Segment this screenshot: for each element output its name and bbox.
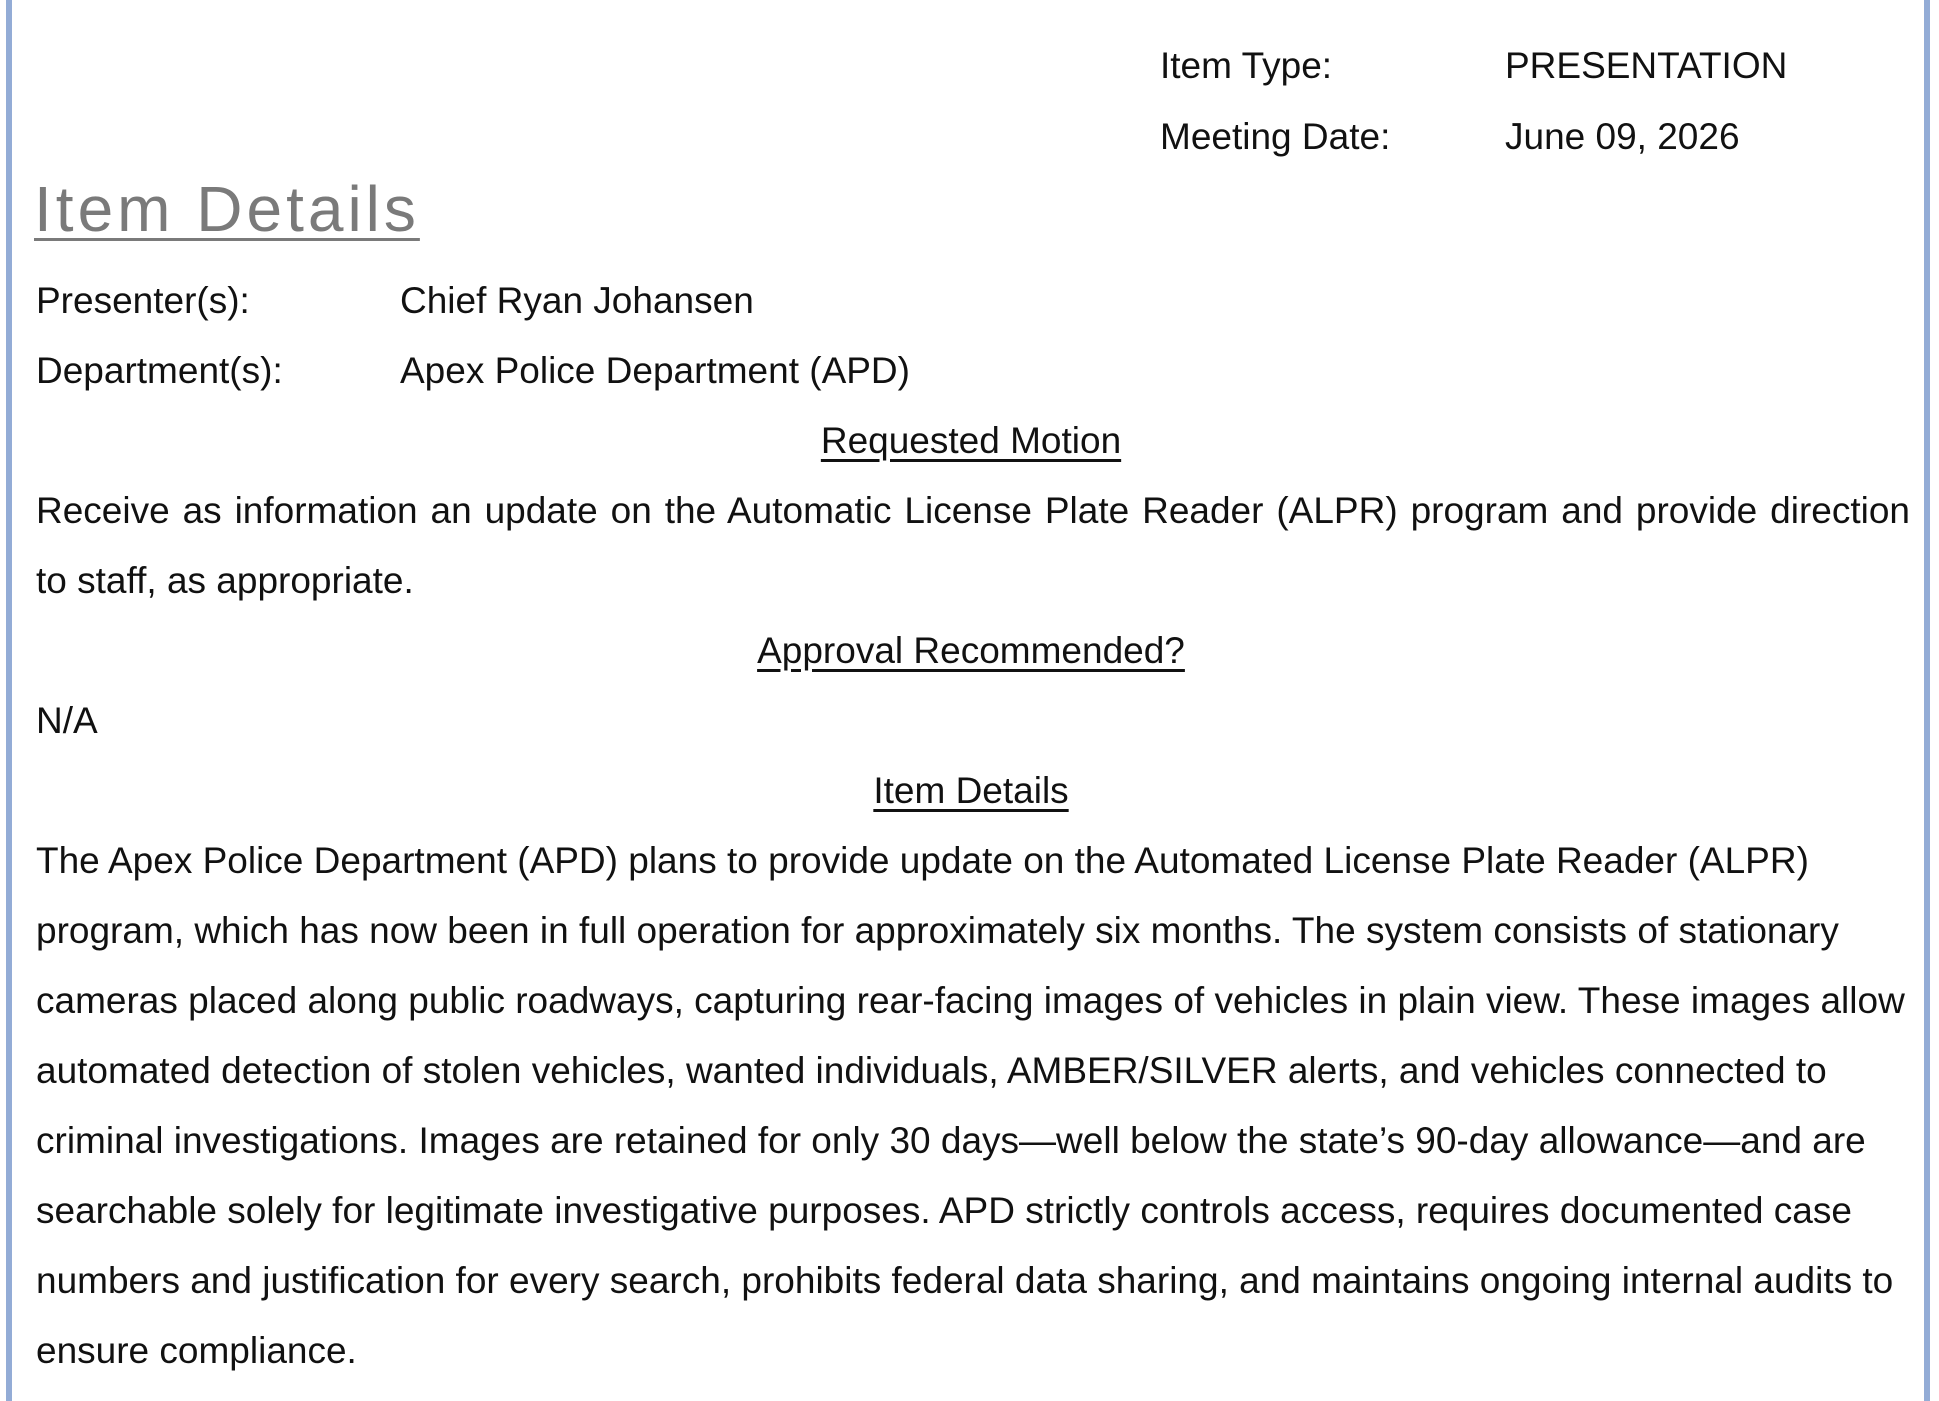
presenters-value: Chief Ryan Johansen — [400, 280, 754, 321]
approval-recommended-text: N/A — [36, 700, 98, 741]
page-border-right — [1924, 0, 1930, 1401]
item-type-row — [1160, 30, 1900, 101]
requested-motion-text: Receive as information an update on the Automatic License Plate Reader (ALPR) program and provide direction to staff, as appropriate. — [36, 490, 1910, 601]
item-details-title: Item Details — [873, 770, 1069, 811]
presenters-label: Presenter(s): — [36, 280, 250, 321]
item-fields — [36, 266, 1906, 406]
item-type-value: PRESENTATION — [1505, 44, 1788, 86]
meeting-date-row — [1160, 101, 1900, 172]
presenters-row — [36, 266, 1906, 336]
page-border-left — [6, 0, 12, 1401]
departments-label: Department(s): — [36, 350, 283, 391]
approval-recommended-title: Approval Recommended? — [757, 630, 1185, 671]
meeting-date-label: Meeting Date: — [1160, 115, 1391, 157]
item-meta — [1160, 30, 1900, 172]
departments-row — [36, 336, 1906, 406]
requested-motion-title: Requested Motion — [820, 420, 1122, 461]
departments-value: Apex Police Department (APD) — [400, 350, 910, 391]
meeting-date-value: June 09, 2026 — [1505, 115, 1740, 157]
item-type-label: Item Type: — [1160, 44, 1333, 86]
page-title: Item Details — [34, 173, 420, 245]
item-details-text: The Apex Police Department (APD) plans to provide update on the Automated License Plate Reader (ALPR) program, which has now been in full operation for approximately six months. The system consists of stationary cameras placed along public roadways, capturing rear-facing images of vehicles in plain view. These images allow automated detection of stolen vehicles, wanted individuals, AMBER/SILVER alerts, and vehicles connected to criminal investigations. Images are retained for only 30 days—well below the state’s 90-day allowance—and are searchable solely for legitimate investigative purposes. APD strictly controls access, requires documented case numbers and justification for every search, prohibits federal data sharing, and maintains ongoing internal audits to ensure compliance. — [36, 840, 1905, 1371]
